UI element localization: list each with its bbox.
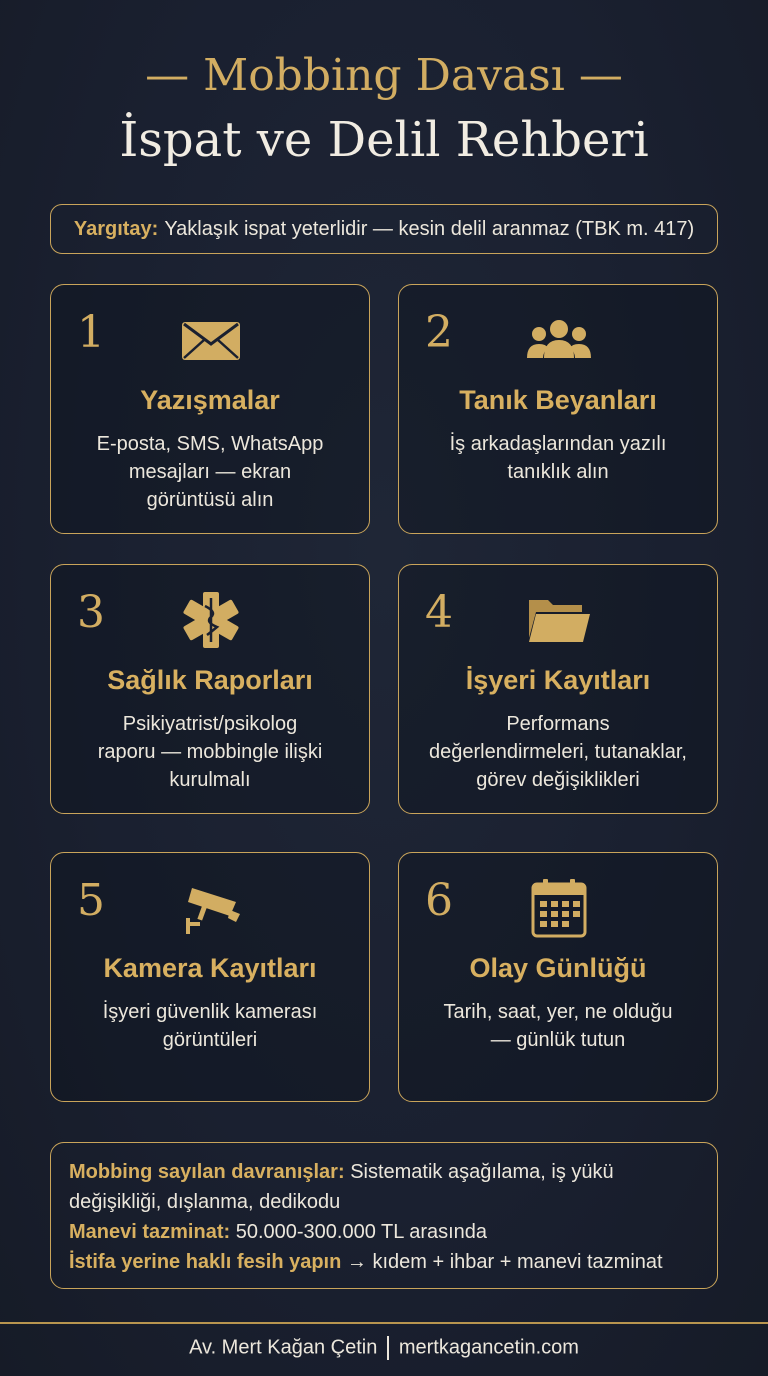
- card-description: Psikiyatrist/psikolog raporu — mobbingle ilişki kurulmalı: [97, 713, 323, 791]
- card-kamera-kayitlari: [50, 852, 370, 1102]
- card-number: 1: [77, 307, 105, 358]
- title-line-1: — Mobbing Davası —: [145, 50, 623, 101]
- calendar-icon: [524, 878, 594, 938]
- banner-text: Yaklaşık ispat yeterlidir — kesin delil aranmaz (TBK m. 417): [164, 217, 695, 240]
- notes-box: [50, 1142, 718, 1289]
- card-description: Performans değerlendirmeleri, tutanaklar, görev değişiklikleri: [429, 713, 687, 791]
- card-number: 6: [425, 875, 453, 926]
- footer: [0, 1336, 768, 1360]
- card-title: İşyeri Kayıtları: [465, 665, 651, 695]
- card-olay-gunlugu: [398, 852, 718, 1102]
- medical-icon: [176, 590, 246, 650]
- card-title: Sağlık Raporları: [107, 665, 313, 695]
- camera-icon: [176, 878, 246, 938]
- resign-note: İstifa yerine haklı fesih yapın → kıdem + ihbar + manevi tazminat: [69, 1251, 663, 1273]
- card-yazismalar: [50, 284, 370, 534]
- banner-key: Yargıtay:: [73, 217, 159, 240]
- card-number: 5: [77, 875, 105, 926]
- footer-divider: [0, 1322, 768, 1324]
- card-saglik-raporlari: [50, 564, 370, 814]
- yargitay-banner: [50, 204, 718, 254]
- footer-separator: [387, 1336, 389, 1360]
- card-number: 4: [425, 587, 453, 638]
- author-name: Av. Mert Kağan Çetin: [189, 1336, 378, 1359]
- envelope-icon: [176, 310, 246, 370]
- website-link[interactable]: mertkagancetin.com: [398, 1336, 579, 1359]
- card-tanik-beyanlari: [398, 284, 718, 534]
- card-title: Kamera Kayıtları: [103, 953, 317, 983]
- title-line-2: İspat ve Delil Rehberi: [119, 112, 649, 168]
- card-title: Tanık Beyanları: [459, 385, 657, 415]
- people-icon: [524, 310, 594, 370]
- behaviors-note: Mobbing sayılan davranışlar: Sistematik aşağılama, iş yükü: [69, 1161, 614, 1183]
- compensation-note: Manevi tazminat: 50.000-300.000 TL arasında: [69, 1221, 488, 1243]
- card-description: İş arkadaşlarından yazılı tanıklık alın: [449, 433, 667, 483]
- card-title: Yazışmalar: [140, 385, 280, 415]
- behaviors-note-cont: değişikliği, dışlanma, dedikodu: [69, 1191, 341, 1213]
- card-isyeri-kayitlari: [398, 564, 718, 814]
- card-description: Tarih, saat, yer, ne olduğu — günlük tutun: [443, 1001, 673, 1051]
- card-description: E-posta, SMS, WhatsApp mesajları — ekran görüntüsü alın: [96, 433, 324, 511]
- card-title: Olay Günlüğü: [469, 953, 647, 983]
- folder-icon: [524, 590, 594, 650]
- card-number: 2: [425, 307, 453, 358]
- card-description: İşyeri güvenlik kamerası görüntüleri: [102, 1001, 318, 1051]
- card-number: 3: [77, 587, 105, 638]
